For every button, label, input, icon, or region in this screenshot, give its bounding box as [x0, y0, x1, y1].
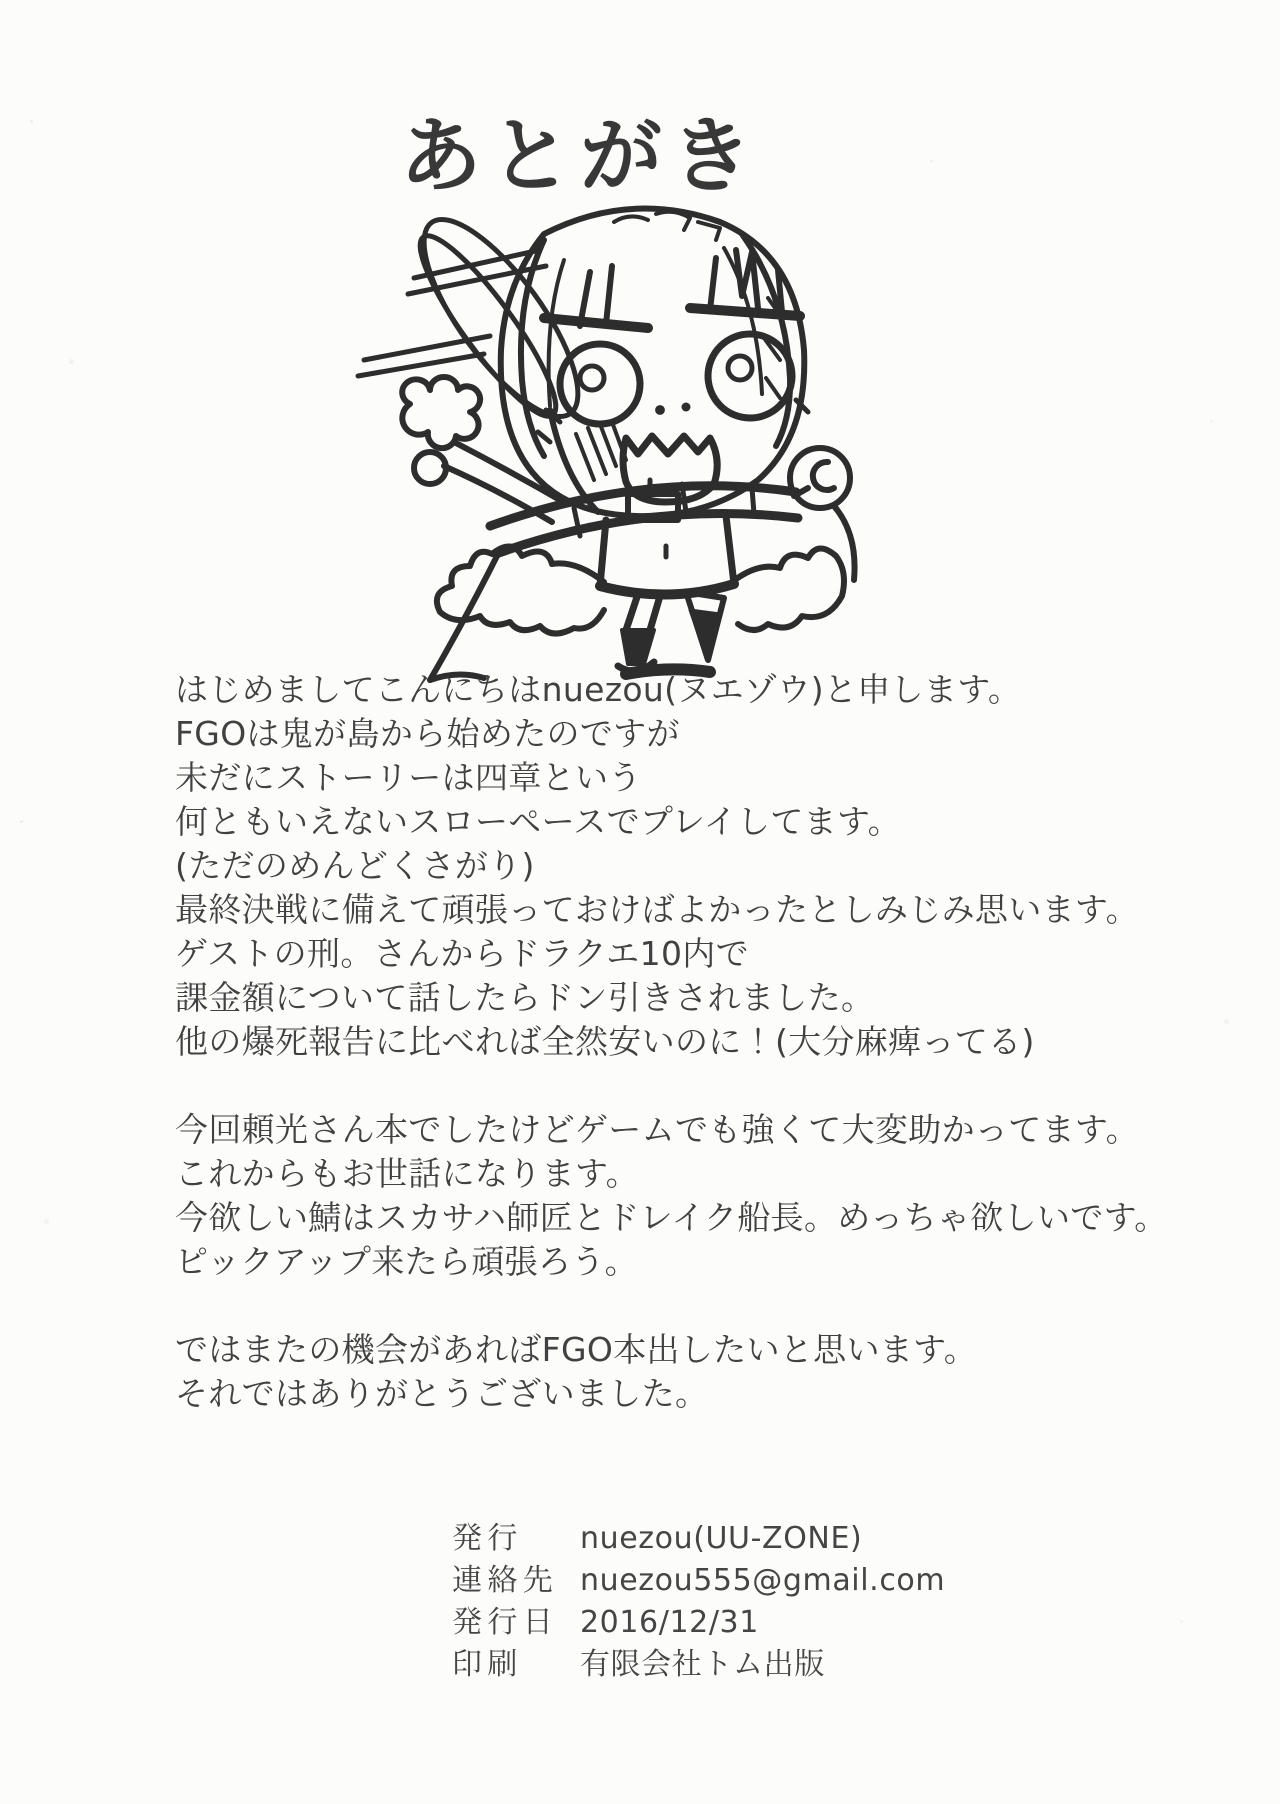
legs-and-shoes [618, 592, 724, 671]
waving-hand [402, 377, 560, 522]
colophon-label: 連絡先 [452, 1563, 559, 1598]
colophon-value: nuezou555@gmail.com [580, 1563, 946, 1598]
paragraph-3 [175, 1328, 1135, 1416]
cape-collar [490, 480, 798, 554]
colophon-value: 2016/12/31 [580, 1605, 759, 1640]
afterword-body-text [175, 668, 1168, 1460]
page-title: あとがき [399, 108, 761, 204]
colophon-row-publisher [452, 1518, 945, 1560]
text-line: FGOは鬼が島から始めたのですが [175, 714, 680, 753]
text-line: 他の爆死報告に比べれば全然安いのに！(大分麻痺ってる) [175, 1022, 1035, 1061]
colophon-row-contact [452, 1560, 945, 1602]
text-line: それではありがとうございました。 [175, 1374, 709, 1413]
colophon-label: 発行 [452, 1521, 523, 1556]
text-line: はじめましてこんにちはnuezou(ヌエゾウ)と申します。 [175, 670, 1022, 709]
colophon-value: nuezou(UU-ZONE) [580, 1521, 863, 1556]
paragraph-2 [175, 1108, 1168, 1284]
torso [600, 516, 734, 595]
text-line: 最終決戦に備えて頑張っておけばよかったとしみじみ思います。 [175, 890, 1139, 929]
scan-noise [30, 120, 33, 123]
paragraph-1 [175, 668, 1139, 1064]
colophon [452, 1518, 945, 1686]
text-line: (ただのめんどくさがり) [175, 846, 535, 885]
colophon-value: 有限会社トム出版 [580, 1647, 825, 1682]
head-and-hair [501, 209, 805, 517]
text-line: これからもお世話になります。 [175, 1154, 639, 1193]
text-line: ピックアップ来たら頑張ろう。 [175, 1242, 638, 1281]
chibi-girl-sketch-illustration [338, 178, 860, 690]
colophon-row-printer [452, 1644, 945, 1686]
text-line: 何ともいえないスローペースでプレイしてます。 [175, 802, 901, 841]
text-line: 未だにストーリーは四章という [175, 758, 642, 797]
colophon-row-date [452, 1602, 945, 1644]
text-line: 課金額について話したらドン引きされました。 [175, 978, 875, 1017]
text-line: 今回頼光さん本でしたけどゲームでも強くて大変助かってます。 [175, 1110, 1139, 1149]
colophon-label: 発行日 [452, 1605, 559, 1640]
text-line: 今欲しい鯖はスカサハ師匠とドレイク船長。めっちゃ欲しいです。 [175, 1198, 1168, 1237]
text-line: ゲストの刑。さんからドラクエ10内で [175, 934, 749, 973]
colophon-label: 印刷 [452, 1647, 523, 1682]
text-line: ではまたの機会があればFGO本出したいと思います。 [175, 1330, 978, 1369]
